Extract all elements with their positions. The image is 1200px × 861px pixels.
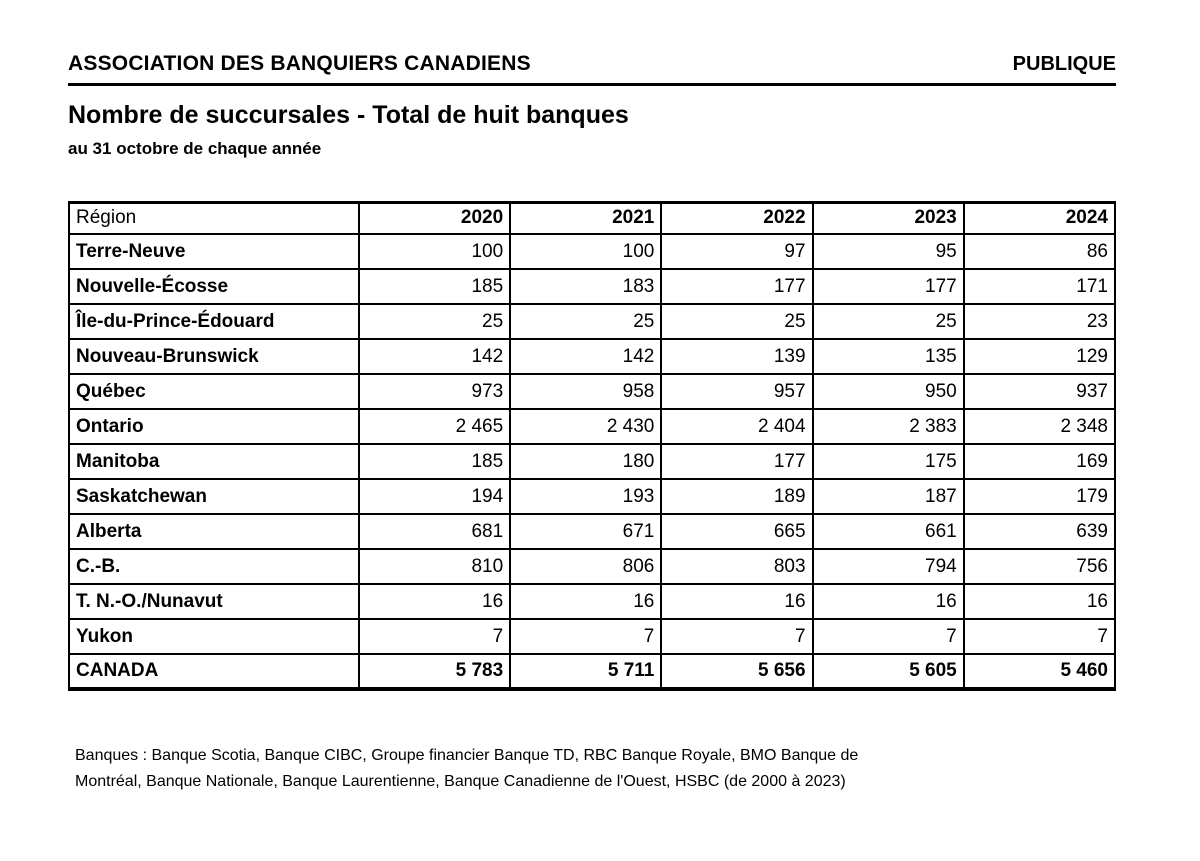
region-cell: Île-du-Prince-Édouard (69, 304, 359, 339)
value-cell: 100 (359, 234, 510, 269)
branches-table-head (69, 203, 1115, 234)
value-cell: 142 (359, 339, 510, 374)
region-cell: Terre-Neuve (69, 234, 359, 269)
region-cell: Nouvelle-Écosse (69, 269, 359, 304)
value-cell: 171 (964, 269, 1115, 304)
value-cell: 23 (964, 304, 1115, 339)
value-cell: 16 (359, 584, 510, 619)
letterhead (68, 52, 1116, 86)
region-cell: Alberta (69, 514, 359, 549)
column-header-year: 2023 (813, 203, 964, 234)
table-row (69, 549, 1115, 584)
region-cell: Ontario (69, 409, 359, 444)
value-cell: 16 (510, 584, 661, 619)
region-cell: C.-B. (69, 549, 359, 584)
region-cell: Manitoba (69, 444, 359, 479)
value-cell: 177 (661, 444, 812, 479)
value-cell: 16 (813, 584, 964, 619)
value-cell: 7 (510, 619, 661, 654)
value-cell: 100 (510, 234, 661, 269)
value-cell: 25 (813, 304, 964, 339)
value-cell: 16 (964, 584, 1115, 619)
region-cell: Saskatchewan (69, 479, 359, 514)
table-row (69, 514, 1115, 549)
value-cell: 185 (359, 444, 510, 479)
value-cell: 806 (510, 549, 661, 584)
value-cell: 957 (661, 374, 812, 409)
organization-name: ASSOCIATION DES BANQUIERS CANADIENS (68, 52, 531, 75)
value-cell: 2 348 (964, 409, 1115, 444)
value-cell: 5 656 (661, 654, 812, 689)
value-cell: 183 (510, 269, 661, 304)
value-cell: 794 (813, 549, 964, 584)
value-cell: 671 (510, 514, 661, 549)
value-cell: 86 (964, 234, 1115, 269)
region-cell: T. N.-O./Nunavut (69, 584, 359, 619)
header-row (69, 203, 1115, 234)
column-header-region: Région (69, 203, 359, 234)
value-cell: 16 (661, 584, 812, 619)
value-cell: 7 (813, 619, 964, 654)
value-cell: 193 (510, 479, 661, 514)
value-cell: 639 (964, 514, 1115, 549)
value-cell: 803 (661, 549, 812, 584)
value-cell: 194 (359, 479, 510, 514)
column-header-year: 2020 (359, 203, 510, 234)
value-cell: 179 (964, 479, 1115, 514)
value-cell: 180 (510, 444, 661, 479)
value-cell: 185 (359, 269, 510, 304)
banks-footnote-line-2: Montréal, Banque Nationale, Banque Laurentienne, Banque Canadienne de l'Ouest, HSBC (de 2000 à 2023) (75, 772, 846, 790)
value-cell: 810 (359, 549, 510, 584)
value-cell: 169 (964, 444, 1115, 479)
value-cell: 5 460 (964, 654, 1115, 689)
value-cell: 7 (661, 619, 812, 654)
value-cell: 661 (813, 514, 964, 549)
value-cell: 135 (813, 339, 964, 374)
value-cell: 681 (359, 514, 510, 549)
value-cell: 177 (661, 269, 812, 304)
classification-label: PUBLIQUE (1012, 53, 1116, 75)
page-content (68, 0, 1116, 795)
table-row (69, 234, 1115, 269)
table-row (69, 374, 1115, 409)
value-cell: 5 711 (510, 654, 661, 689)
page-subtitle: au 31 octobre de chaque année (68, 139, 322, 158)
value-cell: 665 (661, 514, 812, 549)
banks-footnote (75, 743, 1116, 795)
table-row (69, 409, 1115, 444)
value-cell: 5 783 (359, 654, 510, 689)
page-title: Nombre de succursales - Total de huit banques (68, 101, 629, 129)
region-cell: CANADA (69, 654, 359, 689)
value-cell: 129 (964, 339, 1115, 374)
region-cell: Nouveau-Brunswick (69, 339, 359, 374)
value-cell: 139 (661, 339, 812, 374)
table-row (69, 339, 1115, 374)
branches-table (68, 201, 1116, 691)
table-row (69, 444, 1115, 479)
table-row (69, 479, 1115, 514)
value-cell: 2 404 (661, 409, 812, 444)
value-cell: 756 (964, 549, 1115, 584)
value-cell: 7 (359, 619, 510, 654)
region-cell: Yukon (69, 619, 359, 654)
column-header-year: 2022 (661, 203, 812, 234)
table-row (69, 304, 1115, 339)
value-cell: 2 383 (813, 409, 964, 444)
table-row (69, 584, 1115, 619)
value-cell: 2 465 (359, 409, 510, 444)
value-cell: 7 (964, 619, 1115, 654)
value-cell: 950 (813, 374, 964, 409)
value-cell: 5 605 (813, 654, 964, 689)
value-cell: 187 (813, 479, 964, 514)
value-cell: 189 (661, 479, 812, 514)
region-cell: Québec (69, 374, 359, 409)
value-cell: 973 (359, 374, 510, 409)
value-cell: 25 (661, 304, 812, 339)
value-cell: 958 (510, 374, 661, 409)
table-row (69, 269, 1115, 304)
column-header-year: 2021 (510, 203, 661, 234)
value-cell: 175 (813, 444, 964, 479)
value-cell: 97 (661, 234, 812, 269)
value-cell: 95 (813, 234, 964, 269)
value-cell: 25 (510, 304, 661, 339)
value-cell: 177 (813, 269, 964, 304)
branches-table-body (69, 234, 1115, 689)
table-row (69, 619, 1115, 654)
value-cell: 25 (359, 304, 510, 339)
total-row (69, 654, 1115, 689)
value-cell: 2 430 (510, 409, 661, 444)
column-header-year: 2024 (964, 203, 1115, 234)
banks-footnote-line-1: Banques : Banque Scotia, Banque CIBC, Groupe financier Banque TD, RBC Banque Royale, BMO Banque de (75, 746, 859, 764)
value-cell: 142 (510, 339, 661, 374)
value-cell: 937 (964, 374, 1115, 409)
